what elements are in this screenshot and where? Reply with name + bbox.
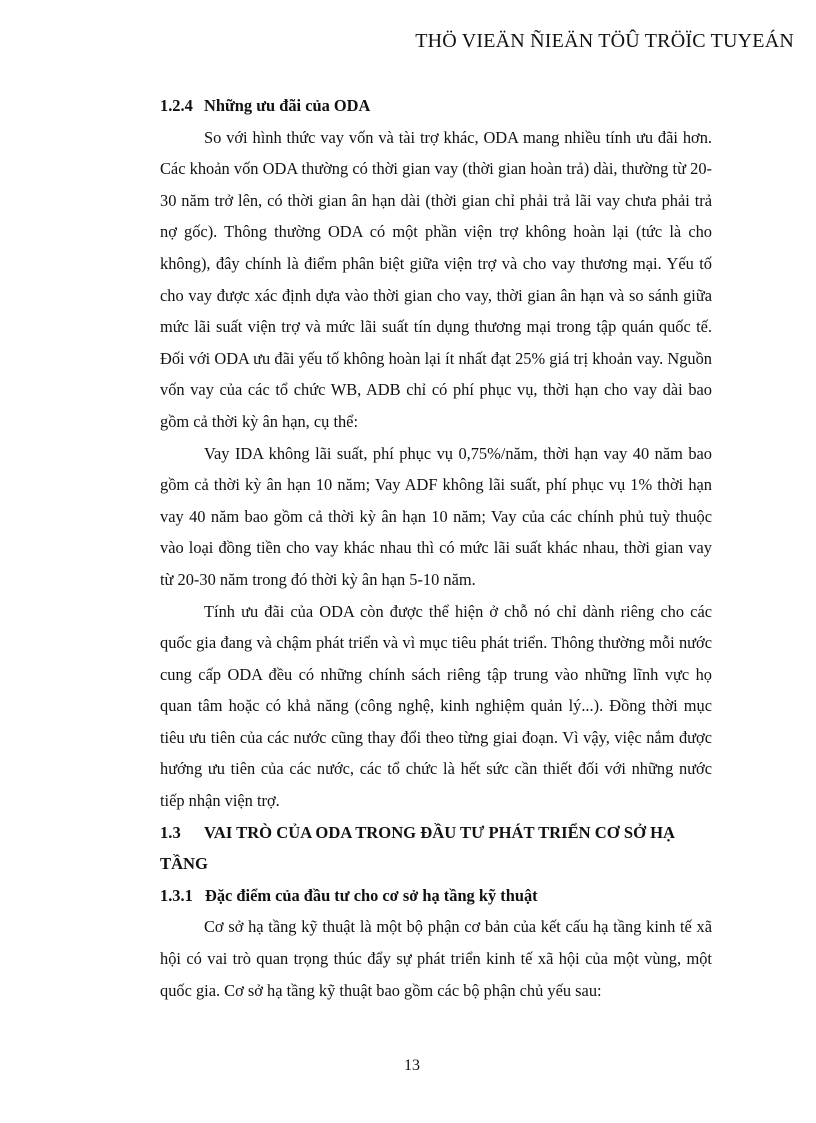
section-number: 1.3.1 (160, 885, 193, 905)
section-heading-1-3 (160, 817, 712, 880)
section-title: VAI TRÒ CỦA ODA TRONG ĐẦU TƯ PHÁT TRIỂN CƠ SỞ HẠ TẦNG (160, 822, 676, 874)
paragraph: Vay IDA không lãi suất, phí phục vụ 0,75%/năm, thời hạn vay 40 năm bao gồm cả thời kỳ ân hạn 10 năm; Vay ADF không lãi suất, phí phục vụ 1% thời hạn vay 40 năm bao gồm cả thời kỳ ân hạn 10 năm; Vay của các chính phủ tuỳ thuộc vào loại đồng tiền cho vay khác nhau thì có mức lãi suất khác nhau, thời gian vay từ 20-30 năm trong đó thời kỳ ân hạn 5-10 năm. (160, 443, 712, 589)
section-number: 1.2.4 (160, 96, 193, 115)
paragraph: Cơ sở hạ tầng kỹ thuật là một bộ phận cơ bản của kết cấu hạ tầng kinh tế xã hội có vai trò quan trọng thúc đẩy sự phát triển kinh tế xã hội của một vùng, một quốc gia. Cơ sở hạ tầng kỹ thuật bao gồm các bộ phận chủ yếu sau: (160, 917, 712, 1000)
section-title: Những ưu đãi của ODA (204, 96, 371, 115)
page-number: 13 (404, 1057, 420, 1074)
section-number: 1.3 (160, 822, 181, 842)
section-heading-1-3-1 (160, 880, 712, 912)
page-body (160, 90, 712, 1006)
running-header: THÖ VIEÄN ÑIEÄN TÖÛ TRÖÏC TUYEÁN (415, 30, 794, 52)
paragraph: Tính ưu đãi của ODA còn được thể hiện ở chỗ nó chỉ dành riêng cho các quốc gia đang và chậm phát triển và vì mục tiêu phát triển. Thông thường mỗi nước cung cấp ODA đều có những chính sách riêng tập trung vào những lĩnh vực họ quan tâm hoặc có khả năng (công nghệ, kinh nghiệm quản lý...). Đồng thời mục tiêu ưu tiên của các nước cũng thay đổi theo từng giai đoạn. Vì vậy, việc nắm được hướng ưu tiên của các nước, các tổ chức là hết sức cần thiết đối với những nước tiếp nhận viện trợ. (160, 601, 712, 811)
section-title: Đặc điểm của đầu tư cho cơ sở hạ tầng kỹ thuật (205, 885, 538, 905)
section-heading-1-2-4 (160, 90, 712, 122)
paragraph: So với hình thức vay vốn và tài trợ khác, ODA mang nhiều tính ưu đãi hơn. Các khoản vốn ODA thường có thời gian vay (thời gian hoàn trả) dài, thường từ 20-30 năm trở lên, có thời gian ân hạn dài (thời gian chỉ phải trả lãi vay chưa phải trả nợ gốc). Thông thường ODA có một phần viện trợ không hoàn lại (tức là cho không), đây chính là điểm phân biệt giữa viện trợ và cho vay thương mại. Yếu tố cho vay được xác định dựa vào thời gian cho vay, thời gian ân hạn và so sánh giữa mức lãi suất viện trợ và mức lãi suất tín dụng thương mại trong tập quán quốc tế. Đối với ODA ưu đãi yếu tố không hoàn lại ít nhất đạt 25% giá trị khoản vay. Nguồn vốn vay của các tổ chức WB, ADB chỉ có phí phục vụ, thời hạn cho vay dài bao gồm cả thời kỳ ân hạn, cụ thể: (160, 127, 712, 431)
